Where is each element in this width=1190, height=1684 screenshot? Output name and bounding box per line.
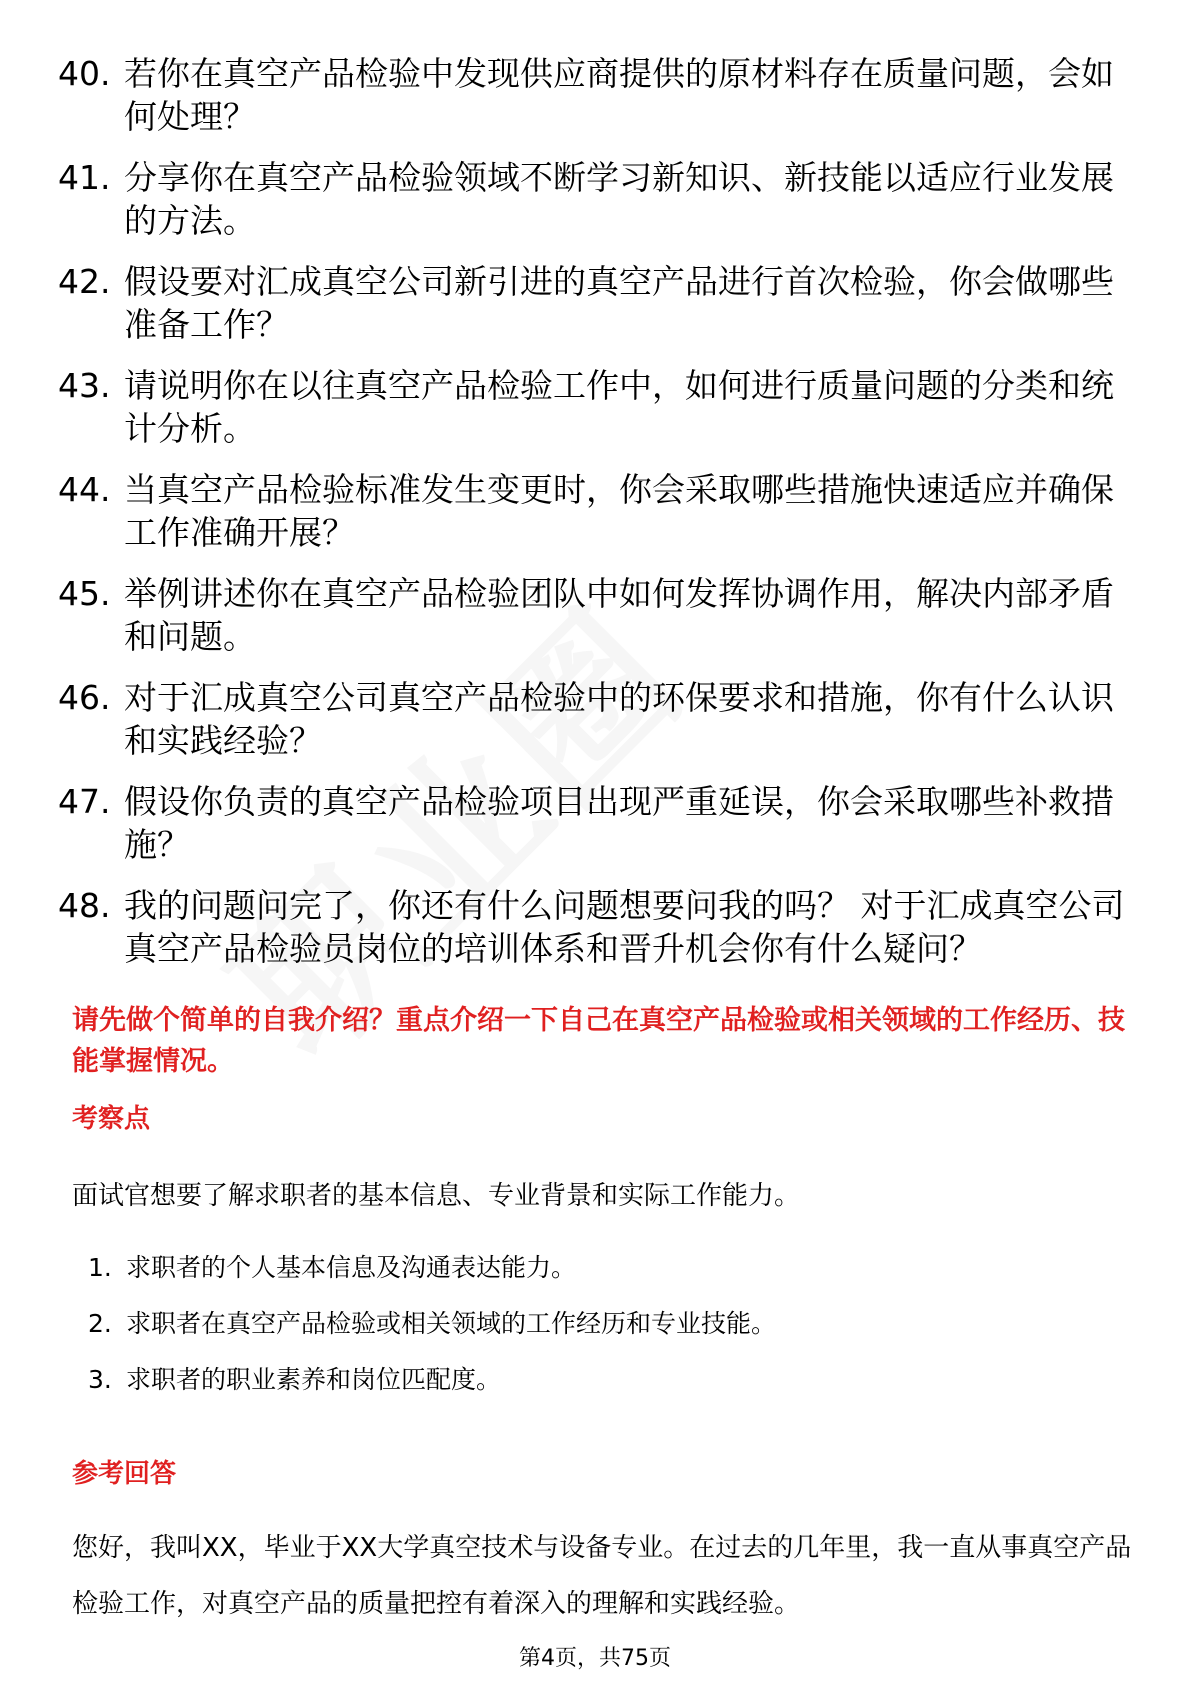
assessment-number: 1. bbox=[88, 1253, 112, 1282]
question-item bbox=[58, 52, 1128, 138]
assessment-number: 3. bbox=[88, 1365, 112, 1394]
question-number: 44. bbox=[58, 470, 111, 509]
question-list bbox=[58, 52, 1128, 988]
question-text: 当真空产品检验标准发生变更时，你会采取哪些措施快速适应并确保工作准确开展？ bbox=[124, 470, 1114, 552]
assessment-text: 求职者的职业素养和岗位匹配度。 bbox=[126, 1365, 502, 1394]
question-number: 41. bbox=[58, 158, 111, 197]
question-text: 我的问题问完了，你还有什么问题想要问我的吗？ 对于汇成真空公司真空产品检验员岗位的培训体系和晋升机会你有什么疑问？ bbox=[124, 886, 1125, 968]
question-number: 42. bbox=[58, 262, 111, 301]
question-item bbox=[58, 676, 1128, 762]
assessment-item bbox=[88, 1362, 776, 1398]
question-number: 48. bbox=[58, 886, 111, 925]
assessment-intro: 面试官想要了解求职者的基本信息、专业背景和实际工作能力。 bbox=[72, 1181, 801, 1211]
question-number: 47. bbox=[58, 782, 111, 821]
page-footer: 第4页，共75页 bbox=[519, 1646, 671, 1671]
question-number: 45. bbox=[58, 574, 111, 613]
question-text: 若你在真空产品检验中发现供应商提供的原材料存在质量问题，会如何处理？ bbox=[124, 54, 1114, 136]
question-number: 46. bbox=[58, 678, 111, 717]
section-label-reference-answer: 参考回答 bbox=[72, 1459, 177, 1489]
question-text: 举例讲述你在真空产品检验团队中如何发挥协调作用，解决内部矛盾和问题。 bbox=[124, 574, 1114, 656]
question-item bbox=[58, 260, 1128, 346]
highlight-question: 请先做个简单的自我介绍？重点介绍一下自己在真空产品检验或相关领域的工作经历、技能掌握情况。 bbox=[72, 1005, 1125, 1077]
section-label-assessment: 考察点 bbox=[72, 1104, 151, 1134]
question-item bbox=[58, 156, 1128, 242]
reference-answer-text: 您好，我叫XX，毕业于XX大学真空技术与设备专业。在过去的几年里，我一直从事真空产品检验工作，对真空产品的质量把控有着深入的理解和实践经验。 bbox=[72, 1533, 1132, 1619]
assessment-text: 求职者的个人基本信息及沟通表达能力。 bbox=[126, 1253, 577, 1282]
question-item bbox=[58, 884, 1128, 970]
question-item bbox=[58, 780, 1128, 866]
assessment-item bbox=[88, 1250, 776, 1286]
question-text: 假设你负责的真空产品检验项目出现严重延误，你会采取哪些补救措施？ bbox=[124, 782, 1114, 864]
question-number: 40. bbox=[58, 54, 111, 93]
assessment-number: 2. bbox=[88, 1309, 112, 1338]
assessment-item bbox=[88, 1306, 776, 1342]
question-number: 43. bbox=[58, 366, 111, 405]
assessment-list bbox=[88, 1250, 776, 1418]
question-text: 对于汇成真空公司真空产品检验中的环保要求和措施，你有什么认识和实践经验？ bbox=[124, 678, 1114, 760]
question-text: 请说明你在以往真空产品检验工作中，如何进行质量问题的分类和统计分析。 bbox=[124, 366, 1114, 448]
question-item bbox=[58, 364, 1128, 450]
question-item bbox=[58, 468, 1128, 554]
assessment-text: 求职者在真空产品检验或相关领域的工作经历和专业技能。 bbox=[126, 1309, 777, 1338]
question-item bbox=[58, 572, 1128, 658]
question-text: 假设要对汇成真空公司新引进的真空产品进行首次检验，你会做哪些准备工作？ bbox=[124, 262, 1114, 344]
question-text: 分享你在真空产品检验领域不断学习新知识、新技能以适应行业发展的方法。 bbox=[124, 158, 1114, 240]
